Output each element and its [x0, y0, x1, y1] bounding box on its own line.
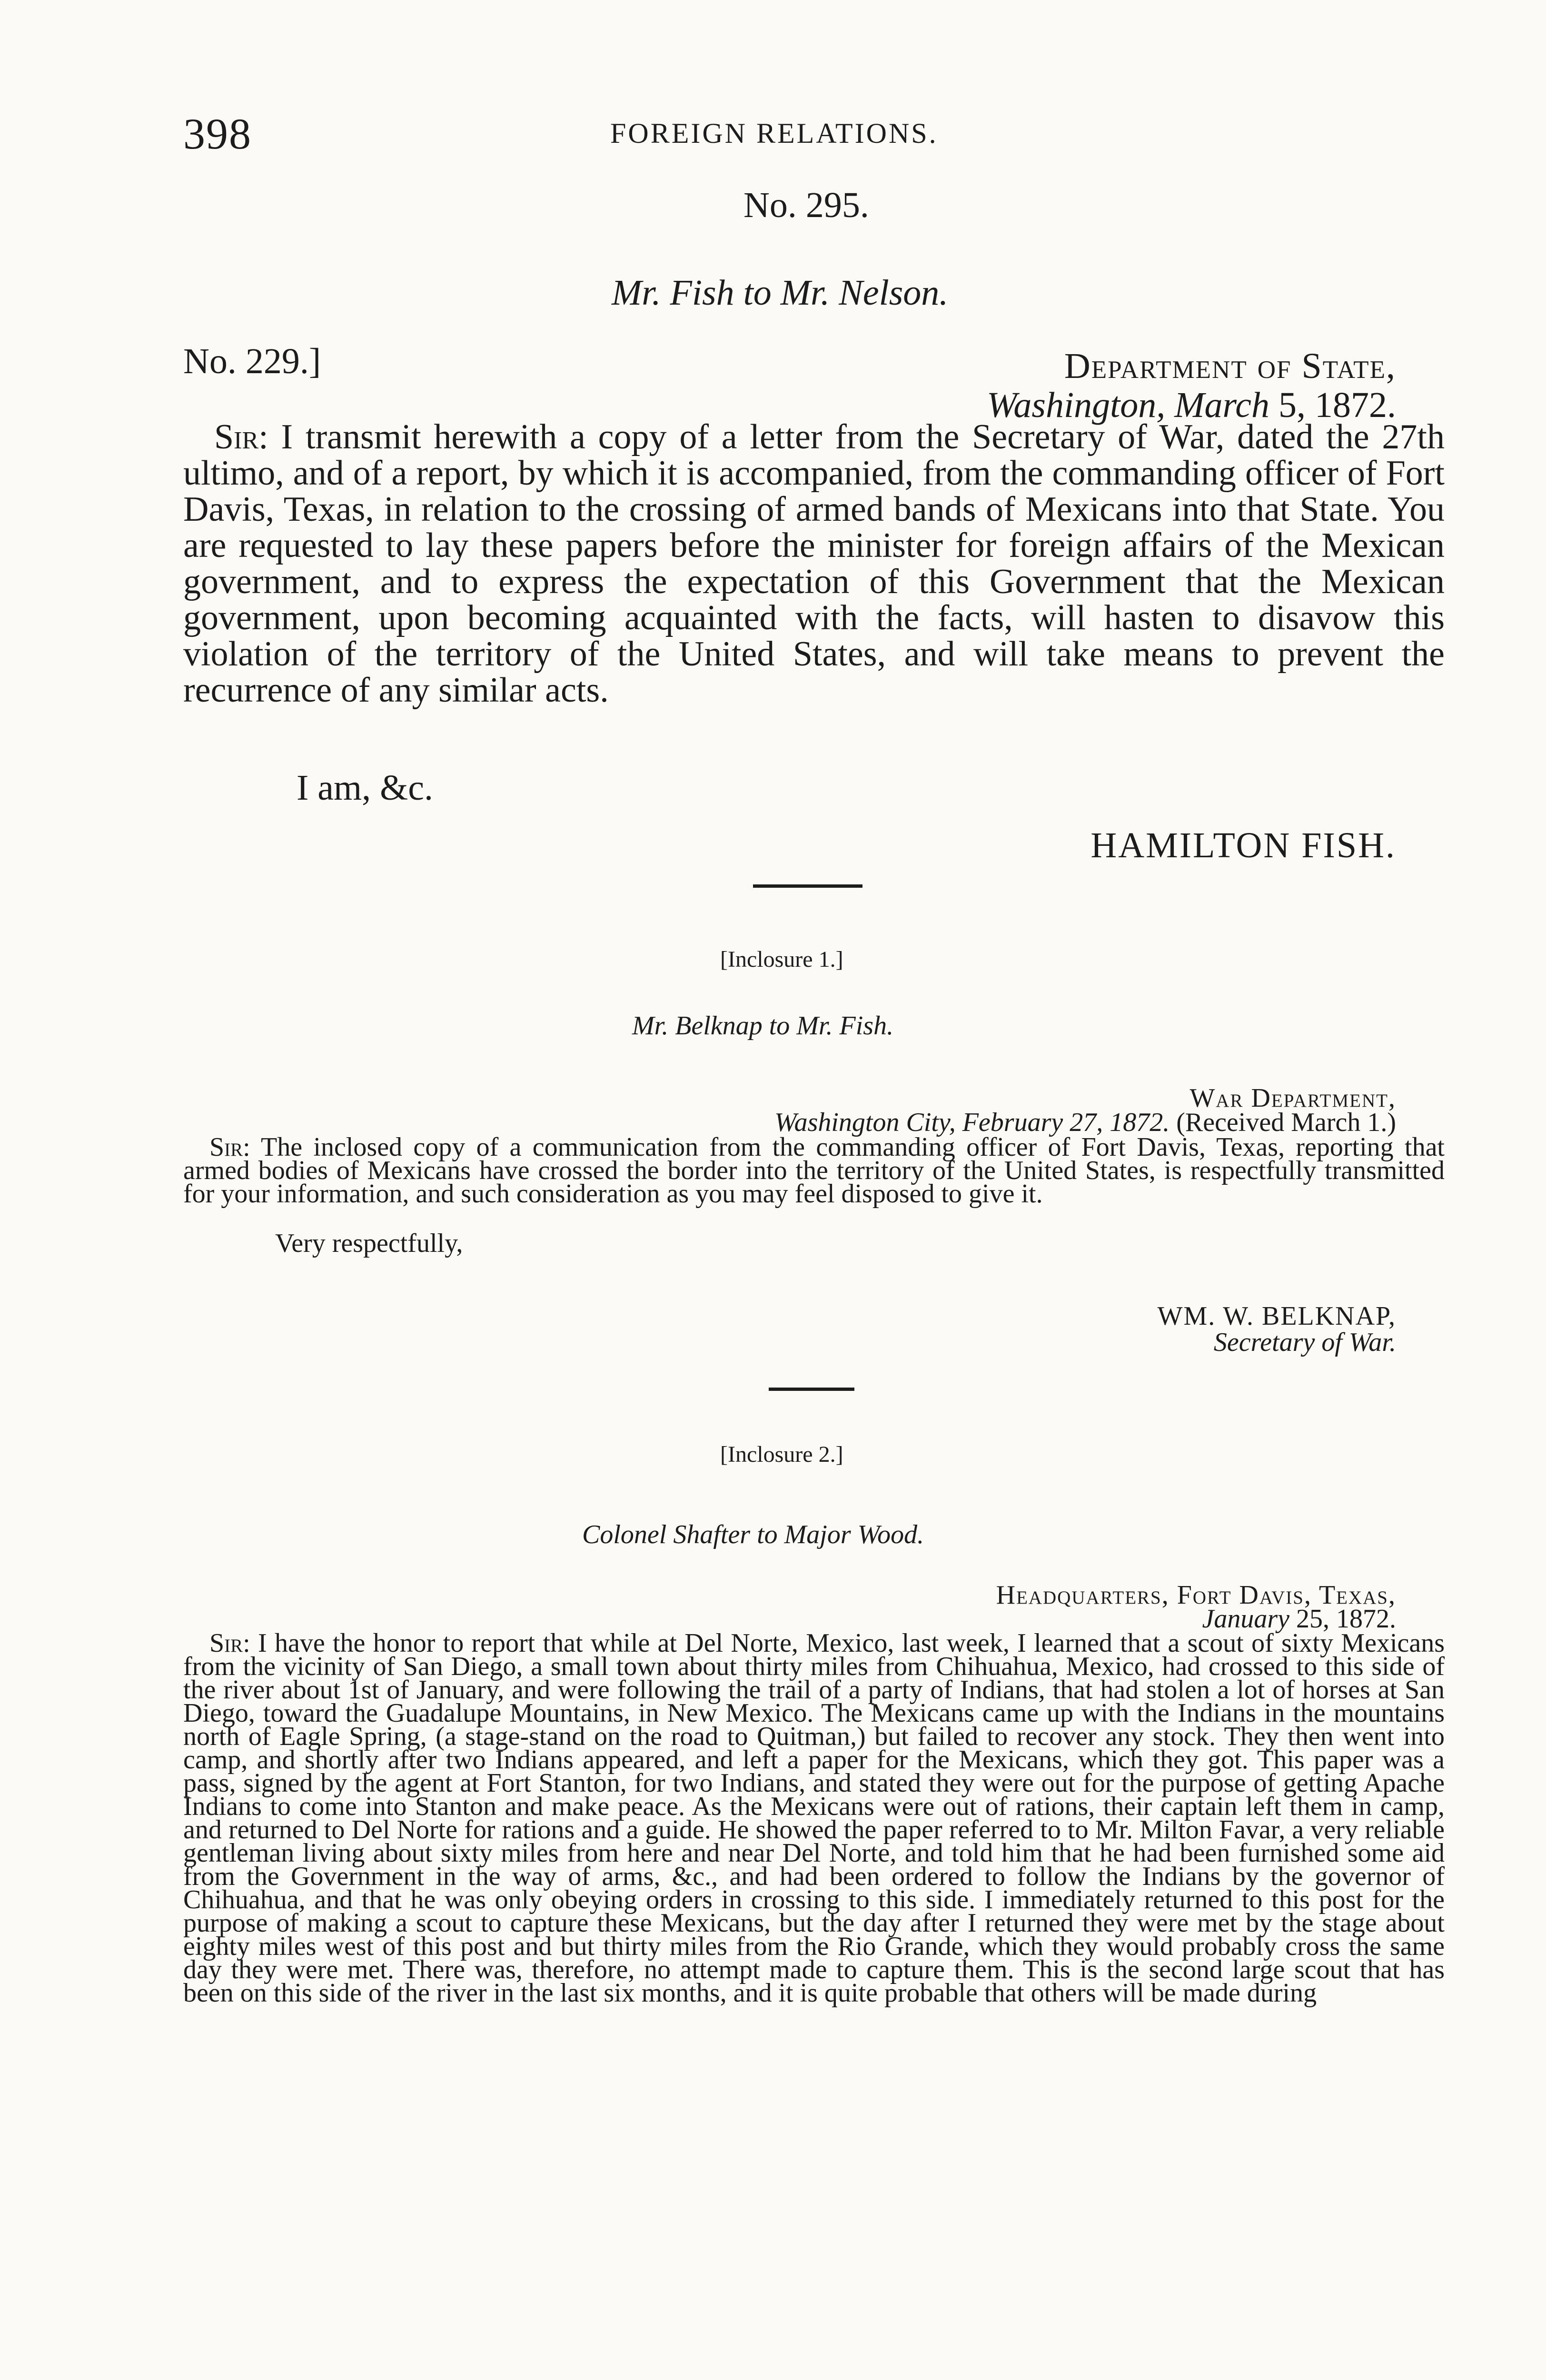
inclosure-label: [Inclosure 1.]	[720, 947, 843, 972]
signer-title: Secretary of War.	[1213, 1328, 1396, 1357]
report-location: Headquarters, Fort Davis, Texas,	[996, 1580, 1396, 1610]
dispatch-reference: No. 229.]	[183, 341, 321, 381]
letter-body	[183, 419, 1445, 708]
section-divider	[769, 1388, 854, 1391]
running-head: FOREIGN RELATIONS.	[610, 118, 938, 149]
salutation: Sir:	[214, 417, 268, 456]
inclosure-signature: WM. W. BELKNAP,	[1157, 1301, 1396, 1331]
letter-signature: HAMILTON FISH.	[1090, 825, 1396, 865]
inclosure-body	[183, 1132, 1445, 1209]
inclosure-dateline	[774, 1108, 1396, 1137]
letter-body-text: I transmit herewith a copy of a letter from the Secretary of War, dated the 27th ultimo, and of a report, by which it is accompanied, from the commanding officer of Fort Davis, Texas, in relation to the crossing of armed bands of Mexicans into that State. You are requested to lay these papers before the minister for foreign affairs of the Mexican government, and to express the expectation of this Government that the Mexican government, upon becoming acquainted with the facts, will hasten to disavow this violation of the territory of the United States, and will take means to prevent the recurrence of any similar acts.	[183, 417, 1445, 710]
document-number: No. 295.	[743, 185, 869, 225]
sender-department: Department of State,	[1064, 346, 1396, 386]
salutation: Sir:	[209, 1628, 250, 1658]
inclosure-label: [Inclosure 2.]	[720, 1442, 843, 1467]
letter-place: Washington, March	[987, 385, 1269, 425]
received-note: (Received March 1.)	[1176, 1108, 1396, 1137]
inclosure-heading: Mr. Belknap to Mr. Fish.	[632, 1011, 894, 1041]
inclosure-closing: Very respectfully,	[275, 1229, 463, 1258]
section-divider	[753, 884, 862, 888]
letter-heading: Mr. Fish to Mr. Nelson.	[612, 273, 949, 313]
inclosure-body-text: The inclosed copy of a communication from the commanding officer of Fort Davis, Texas, reporting that armed bodies of Mexicans have crossed the border into the territory of the United States, is respectfully transmitted for your information, and such consideration as you may feel disposed to give it.	[183, 1132, 1445, 1209]
report-body	[183, 1628, 1445, 2008]
letter-date: 5, 1872.	[1278, 385, 1396, 425]
report-date: 25, 1872.	[1296, 1604, 1396, 1634]
letter-closing: I am, &c.	[297, 768, 434, 808]
inclosure-department: War Department,	[1189, 1083, 1396, 1113]
inclosure-heading: Colonel Shafter to Major Wood.	[582, 1520, 924, 1549]
report-month: January	[1202, 1604, 1289, 1634]
page-number: 398	[183, 109, 252, 158]
salutation: Sir:	[209, 1132, 250, 1162]
report-body-text: I have the honor to report that while at Del Norte, Mexico, last week, I learned that a scout of sixty Mexicans from the vicinity of San Diego, a small town about thirty miles from Chihuahua, Mexico, had crossed to this side of the river about 1st of January, and were following the trail of a party of Indians, that had stolen a lot of horses at San Diego, toward the Guadalupe Mountains, in New Mexico. The Mexicans came up with the Indians in the mountains north of Eagle Spring, (a stage-stand on the road to Quitman,) but failed to recover any stock. They then went into camp, and shortly after two Indians appeared, and left a paper for the Mexicans, which they got. This paper was a pass, signed by the agent at Fort Stanton, for two Indians, and stated they were out for the purpose of getting Apache Indians to come into Stanton and make peace. As the Mexicans were out of rations, their captain left them in camp, and returned to Del Norte for rations and a guide. He showed the paper referred to to Mr. Milton Favar, a very reliable gentleman living about sixty miles from here and near Del Norte, and told him that he had been furnished some aid from the Government in the way of arms, &c., and had been ordered to follow the Indians by the governor of Chihuahua, and that he was only obeying orders in crossing to this side. I immediately returned to this post for the purpose of making a scout to capture these Mexicans, but the day after I returned they were met by the stage about eighty miles west of this post and but thirty miles from the Rio Grande, which they would probably cross the same day they were met. There was, therefore, no attempt made to capture them. This is the second large scout that has been on this side of the river in the last six months, and it is quite probable that others will be made during	[183, 1628, 1445, 2008]
inclosure-date: Washington City, February 27, 1872.	[774, 1108, 1170, 1137]
report-dateline	[1202, 1604, 1396, 1634]
